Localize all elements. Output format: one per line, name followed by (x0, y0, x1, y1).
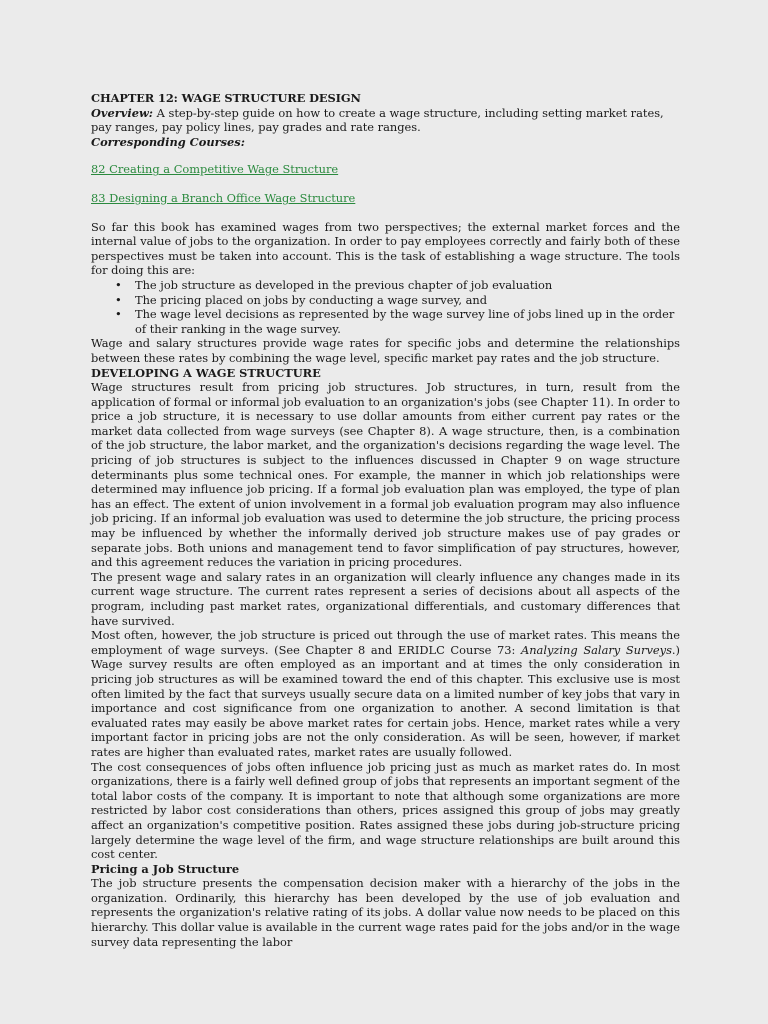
market-rates-paragraph (91, 628, 680, 759)
list-item-text: The pricing placed on jobs by conducting a wage survey, and (135, 292, 488, 307)
list-item-text: The job structure as developed in the previous chapter of job evaluation (135, 277, 553, 292)
heading-pricing-job-structure: Pricing a Job Structure (91, 861, 240, 876)
cost-consequences-paragraph: The cost consequences of jobs often influence job pricing just as much as market rates do. In most organizations, there is a fairly well defined group of jobs that represents an important segment of the total labor costs of the company. It is important to note that although some organizations are more restricted by labor cost considerations than others, prices assigned this group of jobs may greatly affect an organization's competitive position. Rates assigned these jobs during job-structure pricing largely determine the wage level of the firm, and wage structure relationships are built around this cost center. (91, 759, 680, 862)
list-item-text: The wage level decisions as represented by the wage survey line of jobs lined up in the order of their ranking in the wage survey. (135, 307, 675, 336)
list-item (91, 307, 680, 336)
heading-developing-wage-structure: DEVELOPING A WAGE STRUCTURE (91, 365, 321, 380)
present-rates-paragraph: The present wage and salary rates in an organization will clearly influence any changes made in its current wage structure. The current rates represent a series of decisions about all aspects of the program, including past market rates, organizational differentials, and customary differences that have survived. (91, 569, 680, 628)
bullet-icon: • (115, 292, 122, 307)
bullet-icon: • (115, 307, 122, 322)
course-link-83[interactable]: 83 Designing a Branch Office Wage Structure (91, 190, 356, 205)
overview-text: A step-by-step guide on how to create a wage structure, including setting market rates, pay ranges, pay policy lines, pay grades and rate ranges. (91, 105, 664, 135)
list-item (91, 293, 680, 308)
market-rates-text-end: .) Wage survey results are often employed as an important and at times the only consideration in pricing job structures as will be examined toward the end of this chapter. This exclusive use is most often limited by the fact that surveys usually secure data on a limited number of key jobs that vary in importance and cost significance from one organization to another. A second limitation is that evaluated rates may easily be above market rates for certain jobs. Hence, market rates while a very important factor in pricing jobs are not the only consideration. As will be seen, however, if market rates are higher than evaluated rates, market rates are usually followed. (91, 642, 680, 759)
courses-heading: Corresponding Courses: (91, 134, 245, 149)
pricing-paragraph: The job structure presents the compensation decision maker with a hierarchy of the jobs in the organization. Ordinarily, this hierarchy has been developed by the use of job evaluation and represents the organization's relative rating of its jobs. A dollar value now needs to be placed on this hierarchy. This dollar value is available in the current wage rates paid for the jobs and/or in the wage survey data representing the labor (91, 876, 680, 949)
tools-list (91, 278, 680, 336)
overview-paragraph (91, 106, 680, 135)
market-rates-text-start: Most often, however, the job structure is priced out through the use of market rates. This means the employment of wage surveys. (See Chapter 8 and ERIDLC Course 73: (91, 628, 680, 657)
chapter-title: CHAPTER 12: WAGE STRUCTURE DESIGN (91, 91, 361, 105)
course-title-italic: Analyzing Salary Surveys (520, 642, 672, 657)
course-link-82[interactable]: 82 Creating a Competitive Wage Structure (91, 162, 339, 177)
overview-label: Overview: (91, 105, 153, 120)
developing-paragraph: Wage structures result from pricing job structures. Job structures, in turn, result from the application of formal or informal job evaluation to an organization's jobs (see Chapter 11). In order to price a job structure, it is necessary to use dollar amounts from either current pay rates or the market data collected from wage surveys (see Chapter 8). A wage structure, then, is a combination of the job structure, the labor market, and the organization's decisions regarding the wage level. The pricing of job structures is subject to the influences discussed in Chapter 9 on wage structure determinants plus some technical ones. For example, the manner in which job relationships were determined may influence job pricing. If a formal job evaluation plan was employed, the type of plan has an effect. The extent of union involvement in a formal job evaluation program may also influence job pricing. If an informal job evaluation was used to determine the job structure, the pricing process may be influenced by whether the informally derived job structure makes use of pay grades or separate jobs. Both unions and management tend to favor simplification of pay structures, however, and this agreement reduces the variation in pricing procedures. (91, 380, 680, 570)
list-item (91, 278, 680, 293)
intro-paragraph: So far this book has examined wages from two perspectives; the external market forces and the internal value of jobs to the organization. In order to pay employees correctly and fairly both of these perspectives must be taken into account. This is the task of establishing a wage structure. The tools for doing this are: (91, 219, 680, 278)
bullet-icon: • (115, 277, 122, 292)
structures-paragraph: Wage and salary structures provide wage rates for specific jobs and determine the relationships between these rates by combining the wage level, specific market pay rates and the job structure. (91, 336, 680, 365)
